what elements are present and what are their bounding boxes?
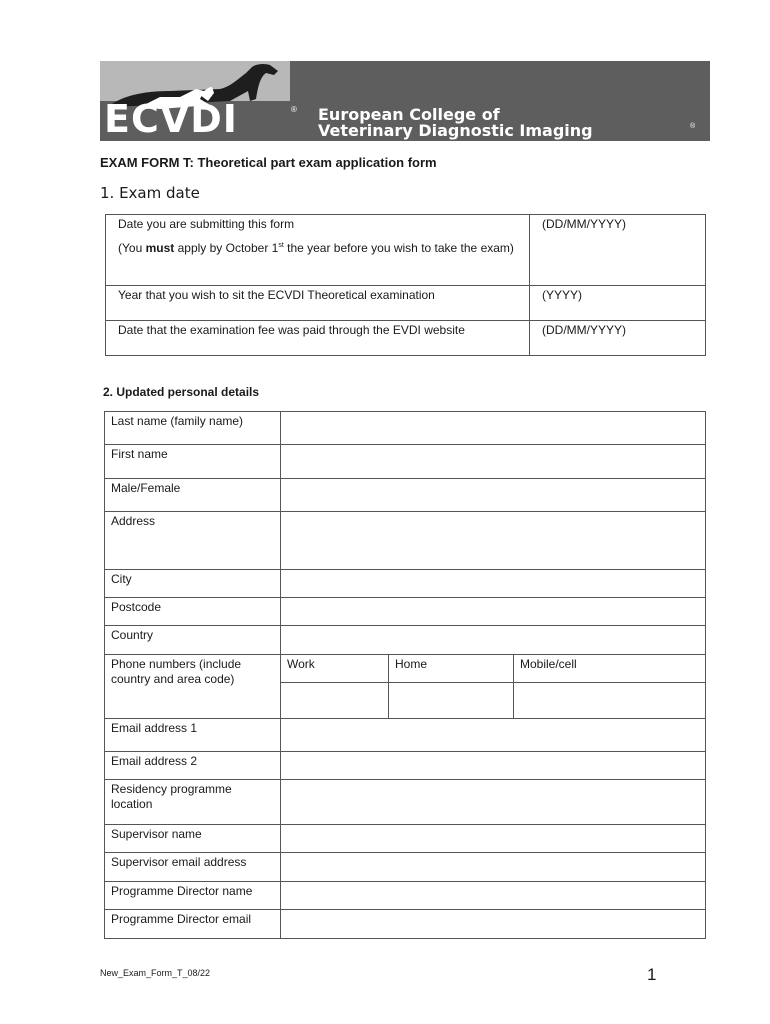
first-name-field[interactable] — [281, 445, 706, 479]
postcode-field[interactable] — [281, 598, 706, 626]
phone-mobile-header: Mobile/cell — [514, 655, 706, 683]
table-row — [105, 445, 706, 479]
table-row — [105, 825, 706, 853]
table-row — [105, 626, 706, 655]
section1-heading: 1. Exam date — [100, 184, 200, 202]
city-field[interactable] — [281, 570, 706, 598]
email1-label: Email address 1 — [105, 719, 281, 752]
postcode-label: Postcode — [105, 598, 281, 626]
table-row — [105, 479, 706, 512]
ecvdi-logo-text: ECVDI — [104, 97, 238, 141]
table-row — [105, 512, 706, 570]
personal-details-table — [104, 411, 706, 939]
phone-work-header: Work — [281, 655, 389, 683]
submission-date-label: Date you are submitting this form — [118, 217, 295, 231]
table-row — [105, 412, 706, 445]
last-name-field[interactable] — [281, 412, 706, 445]
org-name-line1: European College of — [318, 105, 500, 124]
table-row — [105, 752, 706, 780]
org-name-line2: Veterinary Diagnostic Imaging — [318, 121, 593, 140]
supervisor-name-field[interactable] — [281, 825, 706, 853]
phone-work-field[interactable] — [281, 683, 389, 719]
first-name-label: First name — [105, 445, 281, 479]
residency-field[interactable] — [281, 780, 706, 825]
gender-label: Male/Female — [105, 479, 281, 512]
country-field[interactable] — [281, 626, 706, 655]
table-row — [105, 598, 706, 626]
phone-home-header: Home — [389, 655, 514, 683]
address-field[interactable] — [281, 512, 706, 570]
table-row — [106, 215, 706, 286]
page-number: 1 — [647, 965, 657, 984]
table-row — [105, 853, 706, 882]
year-format-hint: (YYYY) — [542, 288, 583, 302]
section2-heading: 2. Updated personal details — [103, 385, 260, 399]
director-name-label: Programme Director name — [105, 882, 281, 910]
exam-date-table — [105, 214, 706, 356]
date-format-hint: (DD/MM/YYYY) — [542, 217, 626, 231]
phone-home-field[interactable] — [389, 683, 514, 719]
supervisor-email-field[interactable] — [281, 853, 706, 882]
director-name-field[interactable] — [281, 882, 706, 910]
address-label: Address — [105, 512, 281, 570]
registered-mark: ® — [291, 105, 297, 114]
form-title: EXAM FORM T: Theoretical part exam application form — [100, 155, 437, 170]
table-row — [106, 321, 706, 356]
table-row — [106, 286, 706, 321]
table-row — [105, 655, 706, 683]
phone-mobile-field[interactable] — [514, 683, 706, 719]
exam-year-field[interactable] — [530, 286, 706, 321]
gender-field[interactable] — [281, 479, 706, 512]
country-label: Country — [105, 626, 281, 655]
fee-paid-date-label: Date that the examination fee was paid through the EVDI website — [106, 321, 530, 356]
city-label: City — [105, 570, 281, 598]
email2-field[interactable] — [281, 752, 706, 780]
phone-label: Phone numbers (include country and area code) — [105, 655, 281, 719]
submission-deadline-note: (You must apply by October 1st the year before you wish to take the exam) — [118, 241, 514, 255]
supervisor-email-label: Supervisor email address — [105, 853, 281, 882]
email1-field[interactable] — [281, 719, 706, 752]
ecvdi-logo-banner — [100, 61, 710, 141]
table-row — [105, 780, 706, 825]
residency-label: Residency programme location — [105, 780, 281, 825]
fee-paid-date-field[interactable] — [530, 321, 706, 356]
table-row — [105, 882, 706, 910]
email2-label: Email address 2 — [105, 752, 281, 780]
document-code: New_Exam_Form_T_08/22 — [100, 968, 211, 978]
table-row — [105, 910, 706, 939]
submission-date-field[interactable] — [530, 215, 706, 286]
trademark-mark: ® — [690, 123, 696, 130]
director-email-label: Programme Director email — [105, 910, 281, 939]
last-name-label: Last name (family name) — [105, 412, 281, 445]
table-row — [105, 570, 706, 598]
submission-date-label-cell — [106, 215, 530, 286]
exam-year-label: Year that you wish to sit the ECVDI Theoretical examination — [106, 286, 530, 321]
director-email-field[interactable] — [281, 910, 706, 939]
table-row — [105, 719, 706, 752]
date-format-hint: (DD/MM/YYYY) — [542, 323, 626, 337]
supervisor-name-label: Supervisor name — [105, 825, 281, 853]
